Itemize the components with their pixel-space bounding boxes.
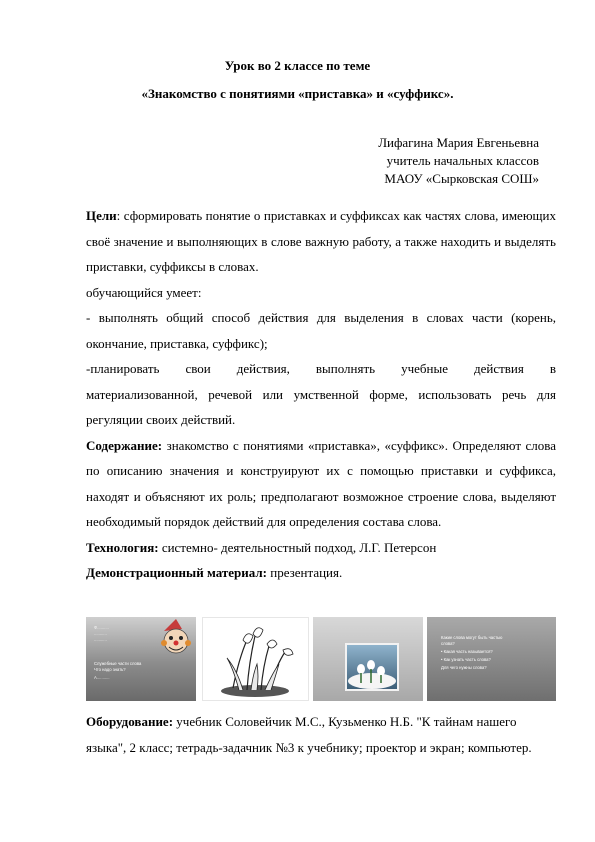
content-label: Содержание: [86,437,163,453]
demo-text: презентация. [266,565,343,580]
lesson-topic: «Знакомство с понятиями «приставка» и «суффикс». [141,86,454,101]
equipment-section [86,709,556,760]
demo-paragraph [86,560,556,586]
slide4-line: • Какая часть называется? [441,649,493,654]
author-name: Лифагина Мария Евгеньевна [378,135,539,150]
technology-label: Технология: [86,539,159,555]
slide-thumbnail-4 [427,617,556,701]
slide1-line: Ф.......... [94,625,109,630]
learner-item-1: - выполнять общий способ действия для выделения в словах части (корень, окончание, приставка, суффикс); [86,310,556,351]
lesson-title: Урок во 2 классе по теме [224,58,371,73]
presentation-thumbnails [86,617,556,701]
slide-thumbnail-2 [202,617,309,701]
slide-thumbnail-1 [86,617,196,701]
slide1-line: ........... [94,637,107,642]
slide4-line: Для чего нужны слова? [441,665,487,670]
content-text: знакомство с понятиями «приставка», «суффикс». Определяют слова по описанию значения и конструируют их с помощью приставки и суффикса, находят и объясняют их роль; предполагают возможное строение слова, выделяют необходимый порядок действий для определения состава слова. [86,437,556,529]
snowdrop-flower-icon [203,618,308,700]
slide1-line: Что надо знать? [94,667,126,672]
technology-paragraph [86,535,556,561]
learner-heading: обучающийся умеет: [86,284,202,300]
goals-label: Цели [86,208,117,223]
learner-item-2-line1: -планировать свои действия, выполнять учебные действия в [86,361,556,376]
goals-text: : сформировать понятие о приставках и суффиксах как частях слова, имеющих своё значение и выполняющих в слове важную работу, а также находить и выделять приставки, суффиксы в словах. [86,208,556,274]
snowdrop-photo [345,643,399,691]
equipment-label: Оборудование: [86,714,174,729]
slide1-line: А........... [94,675,110,680]
slide4-line: • Как узнать часть слова? [441,657,491,662]
goals-paragraph [86,203,556,280]
author-position: учитель начальных классов [386,153,539,168]
content-paragraph [86,433,556,535]
slide1-line: Служебные части слова [94,661,142,666]
snowdrop-photo-icon [347,645,397,689]
slide4-line: Какие слова могут быть частью [441,635,503,640]
equipment-text: учебник Соловейчик М.С., Кузьменко Н.Б. "К тайнам нашего языка", 2 класс; тетрадь-задачник №3 к учебнику; проектор и экран; компьютер. [86,714,532,755]
lesson-body [86,203,556,586]
slide1-line: ........... [94,631,107,636]
technology-text: системно- деятельностный подход, Л.Г. Петерсон [158,539,437,555]
clown-face-icon [158,619,194,659]
author-block [378,134,539,188]
slide-thumbnail-3 [313,617,423,701]
slide4-line: слова? [441,641,455,646]
learner-item-2-rest: материализованной, речевой или умственной форме, использовать речь для регуляции своих действий. [86,386,556,427]
demo-label: Демонстрационный материал: [86,565,267,580]
equipment-paragraph [86,709,556,760]
author-school: МАОУ «Сырковская СОШ» [384,171,539,186]
